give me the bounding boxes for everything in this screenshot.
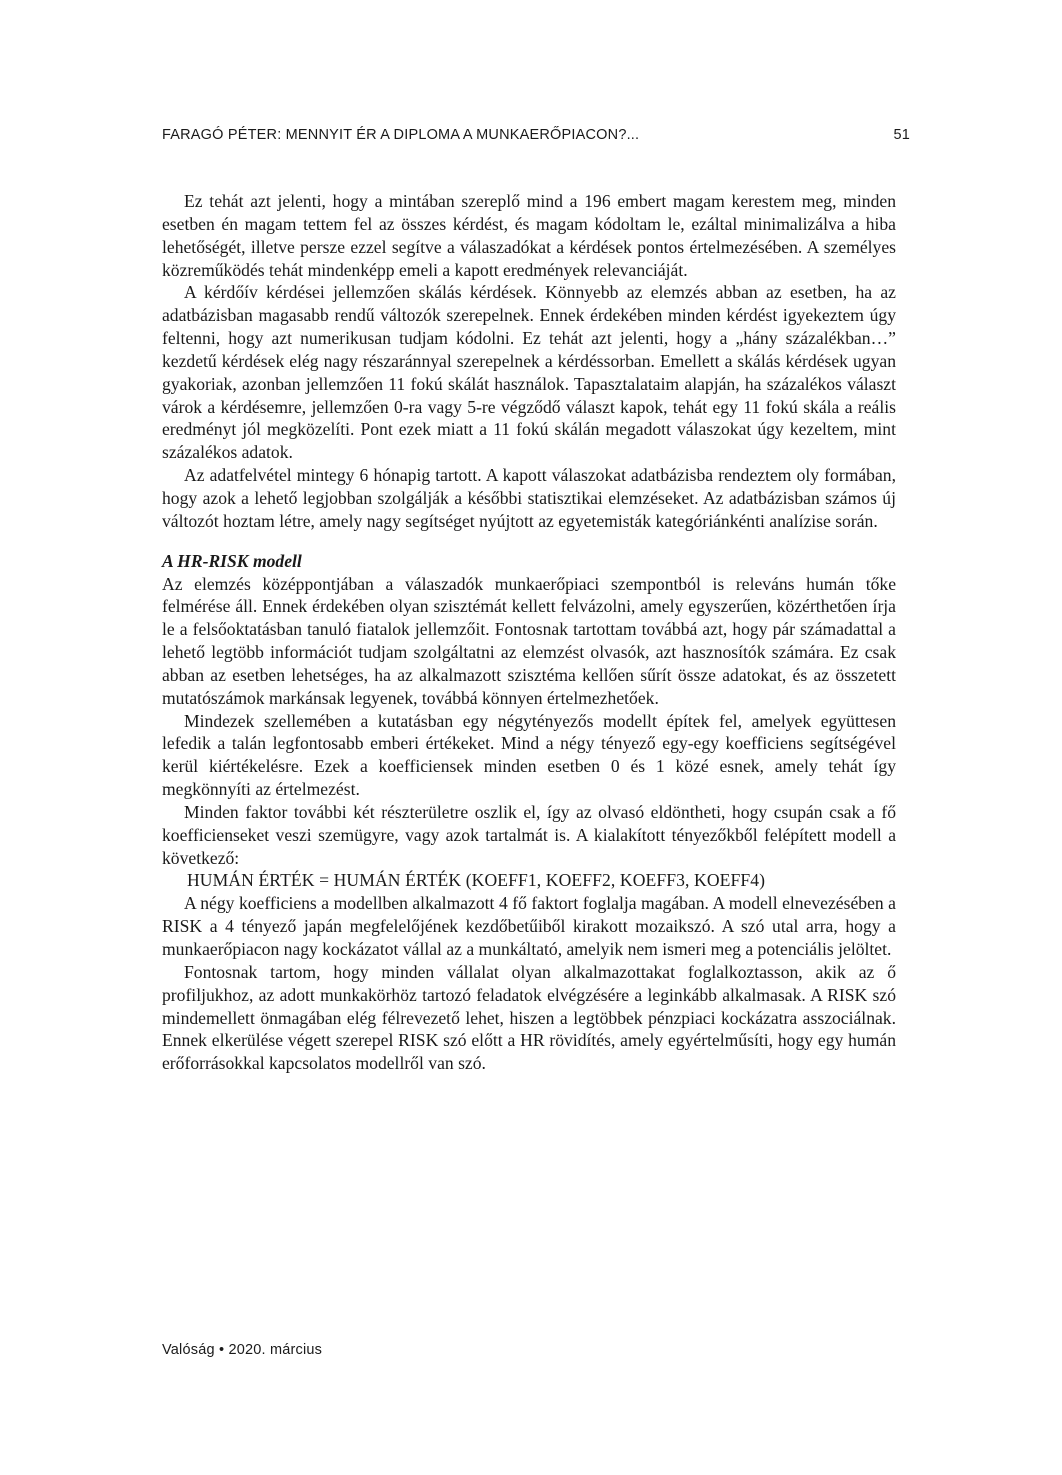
paragraph: Minden faktor további két részterületre oszlik el, így az olvasó eldöntheti, hogy csupán csak a fő koefficienseket veszi szemügyre, vagy azok tartalmát is. A kialakított tényezőkből felépített modell a következő:: [162, 801, 896, 868]
paragraph: A kérdőív kérdései jellemzően skálás kérdések. Könnyebb az elemzés abban az esetben, ha az adatbázisban magasabb rendű változók szerepelnek. Ennek érdekében minden kérdést igyekeztem úgy feltenni, hogy azt numerikusan tudjam kódolni. Ez tehát azt jelenti, hogy a „hány százalékban…” kezdetű kérdések elég nagy részaránnyal szerepelnek a kérdéssorban. Emellett a skálás kérdések ugyan gyakoriak, azonban jellemzően 11 fokú skálát használok. Tapasztalataim alapján, ha százalékos választ várok a kérdésemre, jellemzően 0-ra vagy 5-re végződő választ kapok, tehát egy 11 fokú skála a reális eredményt jól megközelíti. Pont ezek miatt a 11 fokú skálán megadott válaszokat úgy kezeltem, mint százalékos adatok.: [162, 282, 896, 463]
running-header: [162, 127, 910, 143]
section-spacer: [162, 533, 896, 550]
article-body: [162, 190, 896, 1075]
paragraph: A négy koefficiens a modellben alkalmazott 4 fő faktort foglalja magában. A modell elnevezésében a RISK a 4 tényező japán megfelelőjének kezdőbetűiből kirakott mozaikszó. A szó utal arra, hogy a munkaerőpiacon nagy kockázatot vállal az a munkáltató, amelyik nem ismeri meg a potenciális jelöltet.: [162, 893, 896, 959]
paragraph: Az elemzés középpontjában a válaszadók munkaerőpiaci szempontból is releváns humán tőke felmérése áll. Ennek érdekében olyan szisztémát kellett felvázolni, amely egyszerűen, közérthetően írja le a felsőoktatásban tanuló fiatalok jellemzőit. Fontosnak tartottam továbbá azt, hogy pár számadattal a lehető legtöbb információt tudjam szolgáltatni az elemzést olvasók, azt hasznosítók számára. Ez csak abban az esetben lehetséges, ha az alkalmazott szisztéma kellően sűrít össze adatokat, és az összetett mutatószámok markánsak legyenek, továbbá könnyen értelmezhetőek.: [162, 573, 896, 708]
paragraph: Mindezek szellemében a kutatásban egy négytényezős modellt építek fel, amelyek együttesen lefedik a talán legfontosabb emberi értékeket. Mind a négy tényező egy-egy koefficiens segítségével kerül kiértékelésre. Ezek a koefficiensek minden esetben 0 és 1 közé esnek, amely tehát így megkönnyíti az értelmezést.: [162, 710, 896, 800]
running-title: FARAGÓ PÉTER: MENNYIT ÉR A DIPLOMA A MUNKAERŐPIACON?...: [162, 127, 640, 143]
paragraph: Ez tehát azt jelenti, hogy a mintában szereplő mind a 196 embert magam kerestem meg, minden esetben én magam tettem fel az összes kérdést, és magam kódoltam le, ezáltal minimalizálva a hiba lehetőségét, illetve persze ezzel segítve a válaszadókat a kérdések pontos értelmezésében. A személyes közreműködés tehát mindenképp emeli a kapott eredmények relevanciáját.: [162, 191, 896, 280]
paragraph: Az adatfelvétel mintegy 6 hónapig tartott. A kapott válaszokat adatbázisba rendeztem oly formában, hogy azok a lehető legjobban szolgálják a későbbi statisztikai elemzéseket. Az adatbázisban számos új változót hoztam létre, amely nagy segítséget nyújtott az egyetemisták kategóriánkénti analízise során.: [162, 465, 896, 531]
paragraph: Fontosnak tartom, hogy minden vállalat olyan alkalmazottakat foglalkoztasson, akik az ő profiljukhoz, az adott munkakörhöz tartozó feladatok elvégzésére a leginkább alkalmasak. A RISK szó mindemellett önmagában elég félrevezető lehet, hiszen a legtöbbek pénzpiaci kockázatra asszociálnak. Ennek elkerülése végett szerepel RISK szó előtt a HR rövidítés, amely egyértelműsíti, hogy egy humán erőforrásokkal kapcsolatos modellről van szó.: [162, 961, 896, 1074]
page-number: 51: [893, 127, 910, 143]
section-heading: A HR-RISK modell: [162, 550, 302, 571]
model-formula: HUMÁN ÉRTÉK = HUMÁN ÉRTÉK (KOEFF1, KOEFF2, KOEFF3, KOEFF4): [187, 870, 766, 891]
page-footer: Valóság • 2020. március: [162, 1342, 323, 1358]
